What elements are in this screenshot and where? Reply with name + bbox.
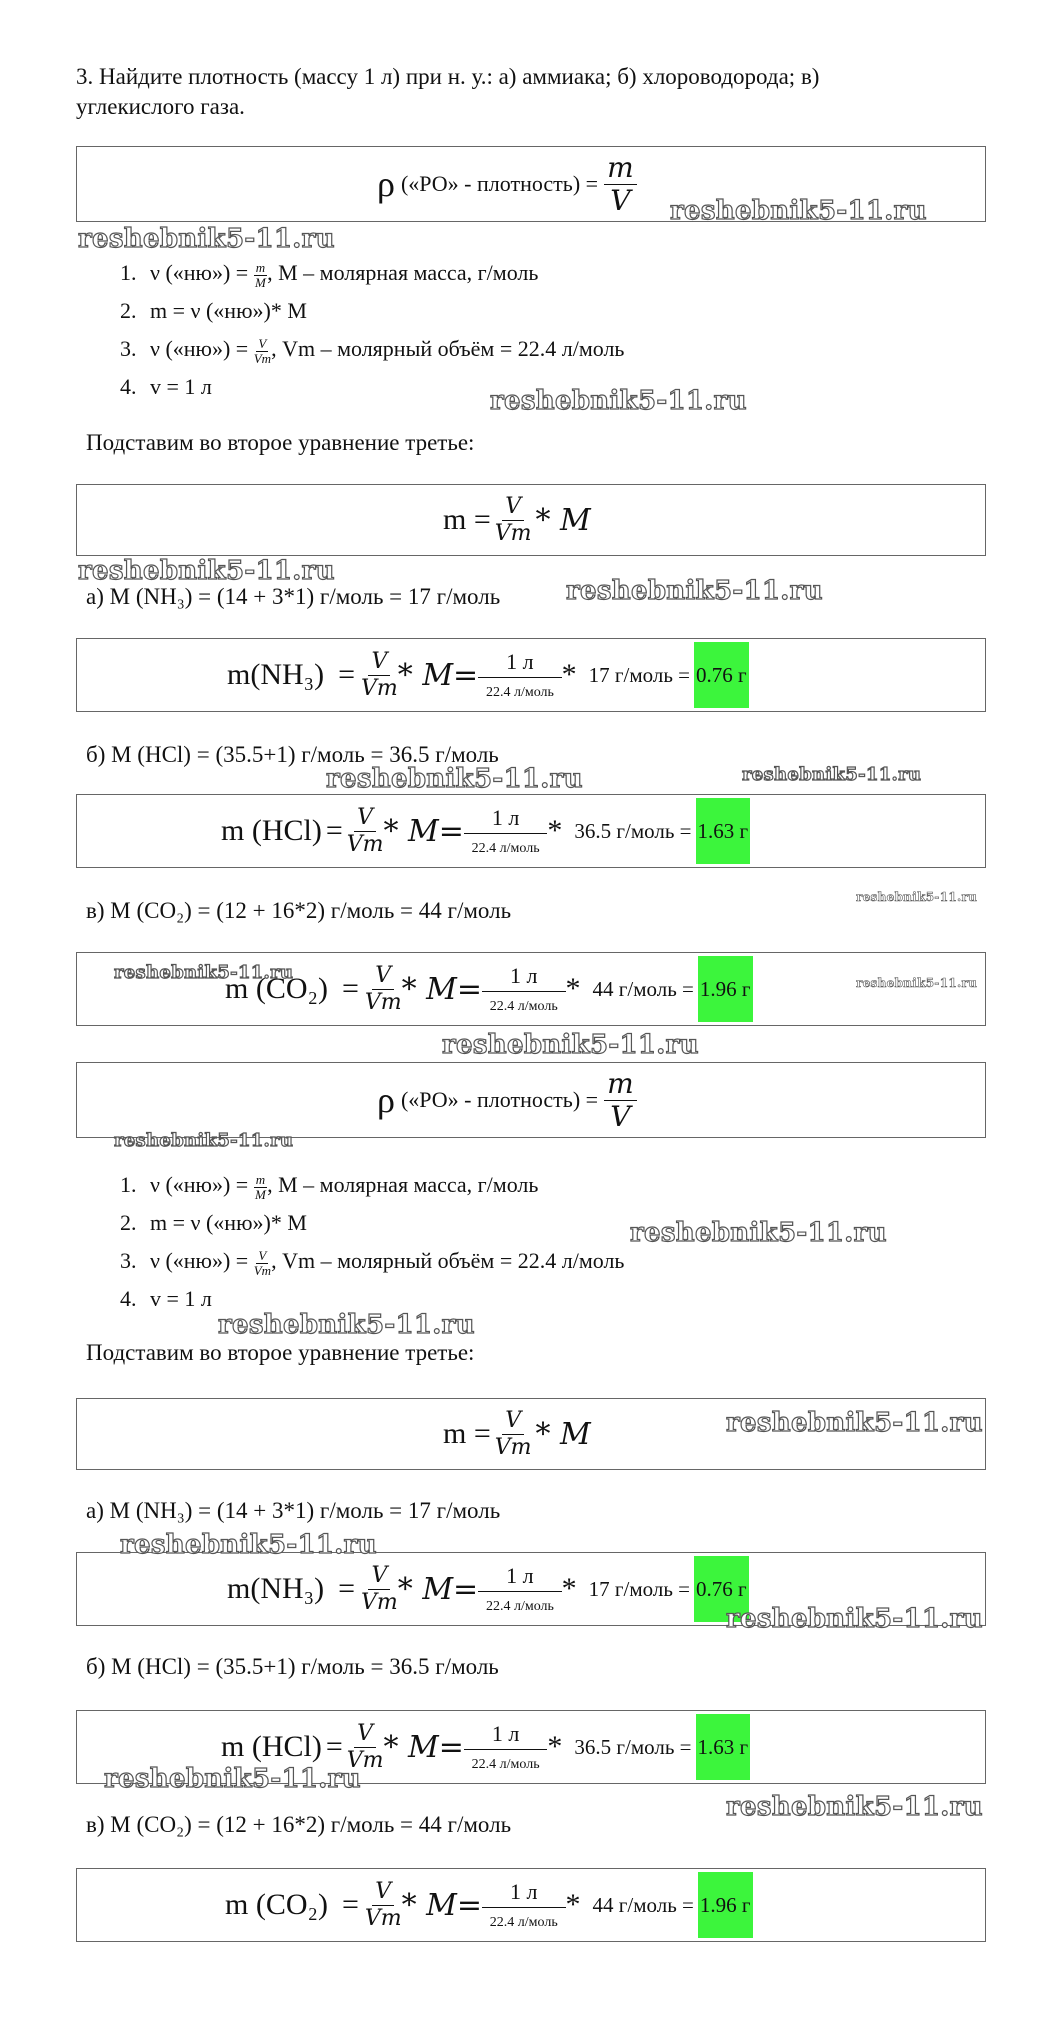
watermark: reshebnik5-11.ru <box>114 962 294 983</box>
watermark: reshebnik5-11.ru <box>104 1764 361 1794</box>
step-rest: , Vm – молярный объём = 22.4 л/моль <box>271 336 625 361</box>
main-formula-box <box>76 484 986 556</box>
case-vden: Vm <box>361 675 398 701</box>
step-2 <box>120 1204 624 1242</box>
main-num: V <box>502 1410 524 1435</box>
step-3 <box>120 1242 624 1280</box>
case-vden: Vm <box>346 831 384 857</box>
main-tail: * M <box>535 1416 591 1452</box>
step-fn: V <box>258 335 267 351</box>
watermark: reshebnik5-11.ru <box>78 224 335 254</box>
watermark: reshebnik5-11.ru <box>726 1408 983 1438</box>
case-star: * <box>547 1730 563 1763</box>
step-lhs: ν («ню») = <box>150 1248 249 1273</box>
case-molar: 17 г/моль = <box>588 662 691 687</box>
case-one-fraction <box>464 804 547 856</box>
case-onum: 1 л <box>482 1881 565 1908</box>
case-vnum: V <box>354 1723 376 1748</box>
case-vnum: V <box>372 965 394 990</box>
step-1 <box>120 254 624 292</box>
case-molar: 36.5 г/моль = <box>574 1734 692 1759</box>
case-eq: = <box>325 814 343 847</box>
case-one-fraction <box>482 962 565 1014</box>
case-b-header-2: б) M (HCl) = (35.5+1) г/моль = 36.5 г/моль <box>86 1654 499 1679</box>
case-b-header: б) M (HCl) = (35.5+1) г/моль = 36.5 г/моль <box>86 742 499 767</box>
case-result: 1.96 г <box>698 1872 753 1938</box>
density-den: V <box>610 183 631 217</box>
step-lhs: ν («ню») = <box>150 260 249 285</box>
case-oden: 22.4 л/моль <box>489 1914 558 1930</box>
step-rest: , M – молярная масса, г/моль <box>267 1172 539 1197</box>
case-eq: = <box>341 1888 359 1921</box>
case-one-fraction <box>464 1720 547 1772</box>
watermark: reshebnik5-11.ru <box>670 196 927 226</box>
case-vden: Vm <box>364 989 402 1015</box>
case-eq: = <box>341 972 359 1005</box>
case-v-fraction <box>361 1562 398 1615</box>
case-v-fraction <box>364 1878 402 1931</box>
step-num: 2. <box>120 298 137 323</box>
problem-line-2: углекислого газа. <box>76 94 245 119</box>
case-result: 1.63 г <box>696 1714 751 1780</box>
step-lhs: ν («ню») = <box>150 1172 249 1197</box>
case-mid: * M= <box>401 1887 483 1923</box>
step-2 <box>120 292 624 330</box>
case-b-box <box>76 794 986 868</box>
case-a-header-2: а) M (NH₃) = (14 + 3*1) г/моль = 17 г/моль <box>86 1498 501 1523</box>
case-m-label: m (HCl) <box>221 814 322 847</box>
step-fraction <box>254 261 267 289</box>
case-oden: 22.4 л/моль <box>489 998 558 1014</box>
case-onum: 1 л <box>464 807 547 834</box>
watermark: reshebnik5-11.ru <box>566 576 823 606</box>
case-result: 0.76 г <box>694 642 749 708</box>
step-fd: Vm <box>253 350 272 366</box>
step-text: m = ν («ню»)* M <box>150 1210 307 1235</box>
density-fraction <box>604 1066 637 1133</box>
step-rest: , M – молярная масса, г/моль <box>267 260 539 285</box>
case-one-fraction <box>478 648 561 700</box>
density-fraction <box>604 150 637 217</box>
case-v-fraction <box>346 804 384 857</box>
density-num: m <box>604 1070 637 1101</box>
case-oden: 22.4 л/моль <box>471 1756 540 1772</box>
step-fd: M <box>254 274 266 290</box>
step-num: 4. <box>120 1286 137 1311</box>
main-m: m = <box>443 503 491 536</box>
case-c-box-2 <box>76 1868 986 1942</box>
step-text: v = 1 л <box>150 1286 212 1311</box>
watermark: reshebnik5-11.ru <box>326 764 583 794</box>
case-eq: = <box>325 1730 343 1763</box>
case-onum: 1 л <box>482 965 565 992</box>
case-m-label: m(NH₃) <box>227 658 325 691</box>
watermark: reshebnik5-11.ru <box>78 556 335 586</box>
case-star: * <box>561 1572 577 1605</box>
step-num: 1. <box>120 260 137 285</box>
watermark: reshebnik5-11.ru <box>442 1030 699 1060</box>
density-formula-box-2 <box>76 1062 986 1138</box>
case-result: 0.76 г <box>694 1556 749 1622</box>
density-den: V <box>610 1099 631 1133</box>
case-oden: 22.4 л/моль <box>485 684 554 700</box>
case-eq: = <box>338 658 356 691</box>
case-m-label: m(NH₃) <box>227 1572 325 1605</box>
case-m-label: m (CO₂) <box>225 1888 328 1921</box>
case-vden: Vm <box>361 1589 398 1615</box>
case-eq: = <box>338 1572 356 1605</box>
watermark: reshebnik5-11.ru <box>856 976 978 990</box>
step-lhs: ν («ню») = <box>150 336 249 361</box>
step-num: 3. <box>120 1248 137 1273</box>
step-num: 1. <box>120 1172 137 1197</box>
step-text: m = ν («ню»)* M <box>150 298 307 323</box>
case-c-header-2: в) M (CO₂) = (12 + 16*2) г/моль = 44 г/моль <box>86 1812 512 1837</box>
step-fd: Vm <box>253 1262 272 1278</box>
watermark: reshebnik5-11.ru <box>120 1530 377 1560</box>
watermark: reshebnik5-11.ru <box>726 1604 983 1634</box>
case-mid: * M= <box>397 657 479 693</box>
step-num: 2. <box>120 1210 137 1235</box>
case-onum: 1 л <box>478 1565 561 1592</box>
step-fraction <box>254 1173 267 1201</box>
case-mid: * M= <box>397 1571 479 1607</box>
substitute-text: Подставим во второе уравнение третье: <box>86 430 475 455</box>
problem-line-1: 3. Найдите плотность (массу 1 л) при н. у.: а) аммиака; б) хлороводорода; в) <box>76 64 820 89</box>
watermark: reshebnik5-11.ru <box>218 1310 475 1340</box>
main-fraction <box>494 1407 532 1460</box>
watermark: reshebnik5-11.ru <box>726 1792 983 1822</box>
density-num: m <box>604 154 637 185</box>
main-den: Vm <box>494 520 532 546</box>
step-fn: m <box>255 259 266 275</box>
step-fraction <box>254 1249 271 1277</box>
main-m: m = <box>443 1417 491 1450</box>
step-fn: V <box>258 1247 267 1263</box>
case-oden: 22.4 л/моль <box>485 1598 554 1614</box>
case-c-header: в) M (CO₂) = (12 + 16*2) г/моль = 44 г/моль <box>86 898 512 923</box>
case-v-fraction <box>361 648 398 701</box>
case-one-fraction <box>482 1878 565 1930</box>
case-mid: * M= <box>383 813 464 849</box>
case-star: * <box>565 972 581 1005</box>
watermark: reshebnik5-11.ru <box>490 386 747 416</box>
case-star: * <box>565 1888 581 1921</box>
case-mid: * M= <box>383 1729 464 1765</box>
case-vden: Vm <box>346 1747 384 1773</box>
step-rest: , Vm – молярный объём = 22.4 л/моль <box>271 1248 625 1273</box>
step-3 <box>120 330 624 368</box>
case-a-header: а) M (NH₃) = (14 + 3*1) г/моль = 17 г/моль <box>86 584 501 609</box>
case-molar: 36.5 г/моль = <box>574 818 692 843</box>
case-star: * <box>547 814 563 847</box>
main-fraction <box>494 493 532 546</box>
case-molar: 44 г/моль = <box>592 1892 694 1917</box>
case-one-fraction <box>478 1562 561 1614</box>
step-1 <box>120 1166 624 1204</box>
step-text: v = 1 л <box>150 374 212 399</box>
case-vnum: V <box>372 1881 394 1906</box>
density-label: («РО» - плотность) = <box>400 171 599 196</box>
case-vden: Vm <box>364 1905 402 1931</box>
steps-list-2 <box>120 1166 624 1318</box>
case-oden: 22.4 л/моль <box>471 840 540 856</box>
main-tail: * M <box>535 502 591 538</box>
rho-symbol: ρ <box>377 164 395 204</box>
case-onum: 1 л <box>478 651 561 678</box>
watermark: reshebnik5-11.ru <box>630 1218 887 1248</box>
step-fd: M <box>254 1186 266 1202</box>
case-molar: 17 г/моль = <box>588 1576 691 1601</box>
case-m-label: m (HCl) <box>221 1730 322 1763</box>
step-num: 3. <box>120 336 137 361</box>
case-m-label: m (CO₂) <box>225 972 328 1005</box>
watermark: reshebnik5-11.ru <box>856 890 978 904</box>
main-num: V <box>502 496 524 521</box>
case-vnum: V <box>354 807 376 832</box>
case-a-box <box>76 638 986 712</box>
steps-list <box>120 254 624 406</box>
density-label: («РО» - плотность) = <box>400 1087 599 1112</box>
watermark: reshebnik5-11.ru <box>742 764 922 785</box>
main-den: Vm <box>494 1434 532 1460</box>
watermark: reshebnik5-11.ru <box>114 1130 294 1151</box>
step-fn: m <box>255 1171 266 1187</box>
rho-symbol: ρ <box>377 1080 395 1120</box>
case-vnum: V <box>368 651 390 676</box>
case-v-fraction <box>364 962 402 1015</box>
case-result: 1.63 г <box>696 798 751 864</box>
case-mid: * M= <box>401 971 483 1007</box>
step-num: 4. <box>120 374 137 399</box>
case-molar: 44 г/моль = <box>592 976 694 1001</box>
case-result: 1.96 г <box>698 956 753 1022</box>
case-star: * <box>561 658 577 691</box>
step-fraction <box>254 337 271 365</box>
substitute-text-2: Подставим во второе уравнение третье: <box>86 1340 475 1365</box>
case-vnum: V <box>368 1565 390 1590</box>
case-onum: 1 л <box>464 1723 547 1750</box>
